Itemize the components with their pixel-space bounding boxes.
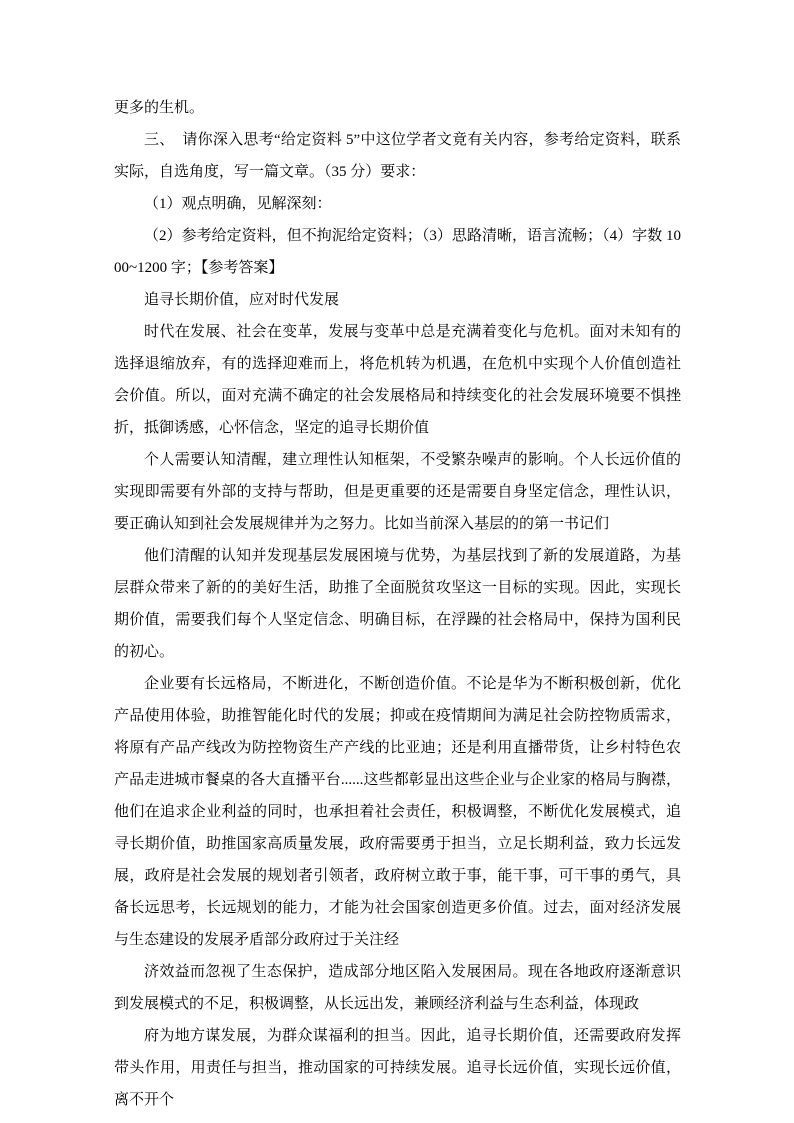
paragraph: 三、 请你深入思考“给定资料 5”中这位学者文竟有关内容，参考给定资料，联系实际，自选角度，写一篇文章。（35 分）要求： xyxy=(114,132,681,180)
paragraph: 济效益而忽视了生态保护，造成部分地区陷入发展困局。现在各地政府逐渐意识到发展模式的不足，积极调整，从长远出发，兼顾经济利益与生态利益，体现政 xyxy=(114,964,681,1012)
paragraph: （1）观点明确，见解深刻： xyxy=(144,196,332,212)
paragraph: （2）参考给定资料，但不拘泥给定资料；（3）思路清晰，语言流畅；（4）字数 1000~1200 字；【参考答案】 xyxy=(114,228,681,276)
paragraph: 企业要有长远格局，不断进化，不断创造价值。不论是华为不断积极创新，优化产品使用体验，助推智能化时代的发展；抑或在疫情期间为满足社会防控物质需求，将原有产品产线改为防控物资生产产线的比亚迪；还是利用直播带货，让乡村特色农产品走进城市餐桌的各大直播平台......这些都彰显出这些企业与企业家的格局与胸襟，他们在追求企业利益的同时，也承担着社会责任，积极调整，不断优化发展模式，追寻长期价值，助推国家高质量发展，政府需要勇于担当，立足长期利益，致力长远发展，政府是社会发展的规划者引领者，政府树立敢于事，能干事，可干事的勇气，具备长远思考，长远规划的能力，才能为社会国家创造更多价值。过去，面对经济发展与生态建设的发展矛盾部分政府过于关注经 xyxy=(114,676,681,948)
paragraph: 更多的生机。 xyxy=(114,100,205,116)
paragraph: 时代在发展、社会在变革，发展与变革中总是充满着变化与危机。面对未知有的选择退缩放弃，有的选择迎难而上，将危机转为机遇，在危机中实现个人价值创造社会价值。所以，面对充满不确定的社会发展格局和持续变化的社会发展环境要不惧挫折，抵御诱感，心怀信念，坚定的追寻长期价值 xyxy=(114,324,681,436)
paragraph: 个人需要认知清醒，建立理性认知框架，不受繁杂噪声的影响。个人长远价值的实现即需要有外部的支持与帮助，但是更重要的还是需要自身坚定信念，理性认识，要正确认知到社会发展规律并为之努力。比如当前深入基层的的第一书记们 xyxy=(114,452,681,532)
paragraph: 他们清醒的认知并发现基层发展困境与优势，为基层找到了新的发展道路，为基层群众带来了新的的美好生活，助推了全面脱贫攻坚这一目标的实现。因此，实现长期价值，需要我们每个人坚定信念、明确目标，在浮躁的社会格局中，保持为国利民的初心。 xyxy=(114,548,681,660)
document-text xyxy=(114,92,681,1116)
paragraph: 追寻长期价值，应对时代发展 xyxy=(144,292,340,308)
paragraph: 府为地方谋发展，为群众谋福利的担当。因此，追寻长期价值，还需要政府发挥带头作用，用责任与担当，推动国家的可持续发展。追寻长远价值，实现长远价值，离不开个 xyxy=(114,1028,681,1108)
